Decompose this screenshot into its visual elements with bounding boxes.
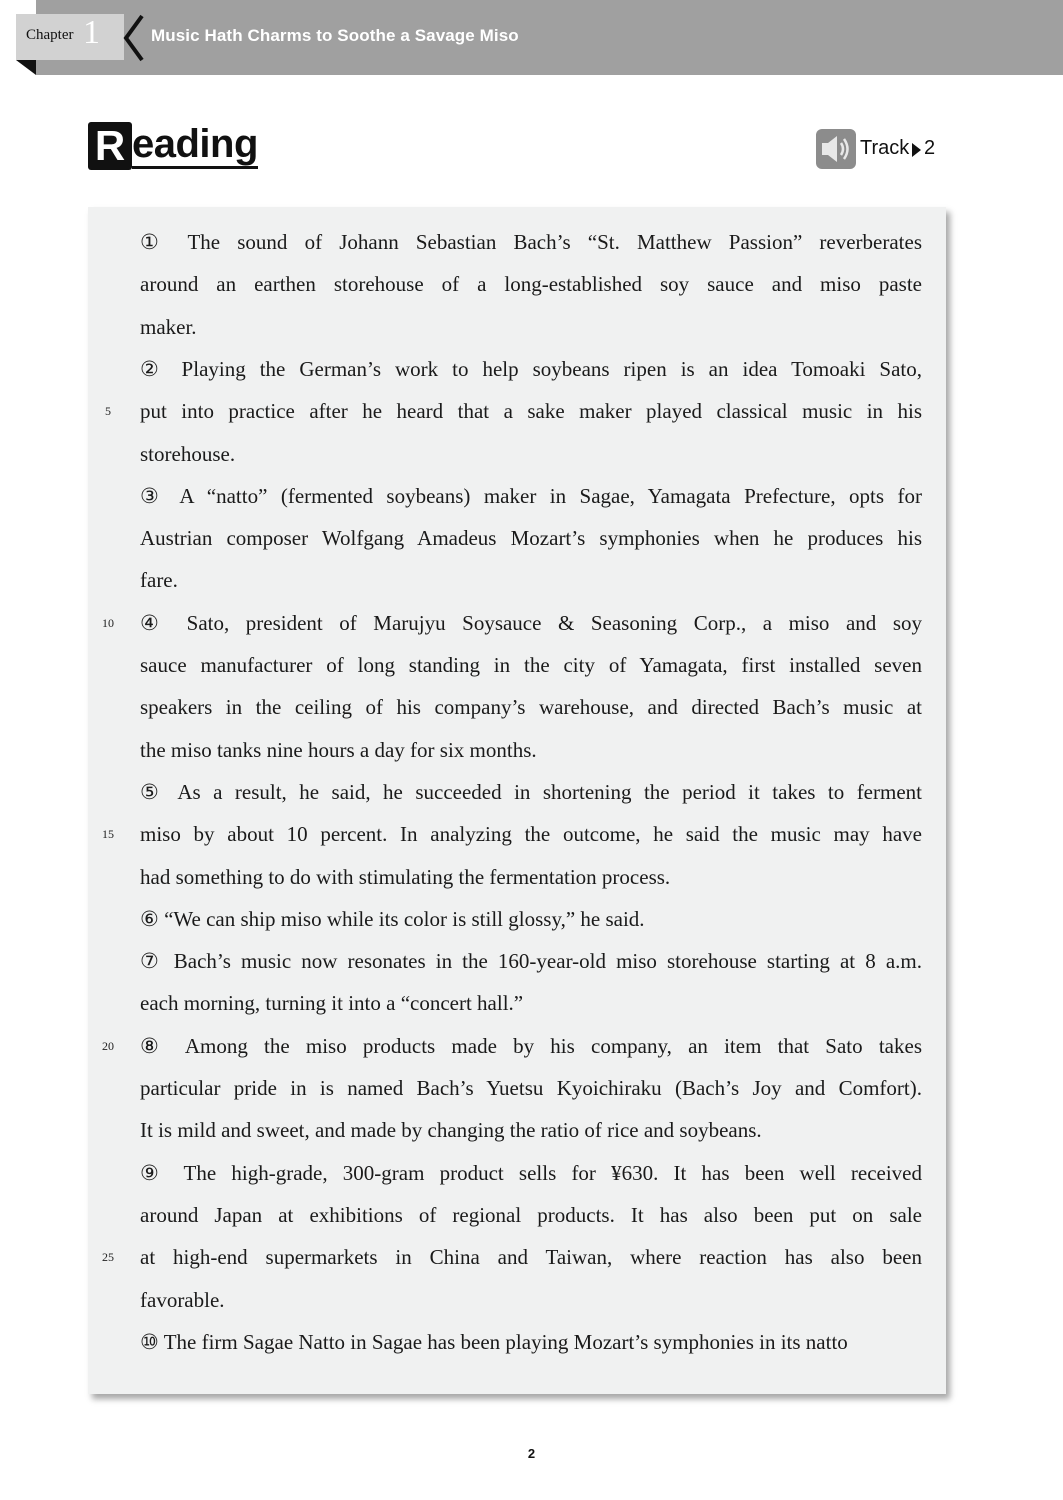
speaker-icon[interactable] — [816, 129, 856, 169]
line-number: 5 — [105, 404, 111, 419]
passage-line: at high-end supermarkets in China and Taiwan, where reaction has also been — [140, 1245, 922, 1270]
passage-line: ③ A “natto” (fermented soybeans) maker in Sagae, Yamagata Prefecture, opts for — [140, 483, 922, 508]
passage-line: had something to do with stimulating the fermentation process. — [140, 864, 671, 889]
passage-line: ⑥ “We can ship miso while its color is still glossy,” he said. — [140, 906, 645, 931]
chapter-title: Music Hath Charms to Soothe a Savage Miso — [151, 26, 519, 45]
passage-line: each morning, turning it into a “concert hall.” — [140, 991, 524, 1016]
passage-line: around an earthen storehouse of a long-established soy sauce and miso paste — [140, 272, 922, 297]
passage-line: ① The sound of Johann Sebastian Bach’s “St. Matthew Passion” reverberates — [140, 230, 922, 254]
line-number: 25 — [102, 1250, 114, 1265]
chevron-left-icon — [120, 12, 148, 64]
passage-line: ④ Sato, president of Marujyu Soysauce & Seasoning Corp., a miso and soy — [140, 610, 922, 635]
page-number: 2 — [527, 1446, 536, 1461]
passage-line: ② Playing the German’s work to help soybeans ripen is an idea Tomoaki Sato, — [140, 356, 922, 381]
chapter-number: 1 — [83, 14, 100, 51]
line-number: 20 — [102, 1038, 114, 1053]
passage-line: ⑦ Bach’s music now resonates in the 160-year-old miso storehouse starting at 8 a.m. — [140, 949, 922, 974]
passage-line: particular pride in is named Bach’s Yuetsu Kyoichiraku (Bach’s Joy and Comfort). — [140, 1076, 922, 1100]
line-number: 10 — [102, 615, 114, 630]
passage-line: ⑩ The firm Sagae Natto in Sagae has been playing Mozart’s symphonies in its natto — [140, 1329, 848, 1354]
play-arrow-icon — [912, 143, 921, 157]
passage-line: maker. — [140, 314, 197, 339]
passage-line: speakers in the ceiling of his company’s warehouse, and directed Bach’s music at — [140, 695, 922, 720]
passage-line: ⑨ The high-grade, 300-gram product sells for ¥630. It has been well received — [140, 1160, 922, 1185]
passage-line: put into practice after he heard that a sake maker played classical music in his — [140, 399, 922, 424]
reading-passage-panel — [88, 207, 946, 1394]
chapter-tab-shadow — [16, 60, 36, 75]
chapter-label: Chapter — [26, 27, 74, 43]
passage-line: around Japan at exhibitions of regional products. It has also been put on sale — [140, 1202, 922, 1227]
passage-line: ⑧ Among the miso products made by his company, an item that Sato takes — [140, 1033, 922, 1058]
passage-line: favorable. — [140, 1287, 225, 1312]
heading-initial: R — [88, 122, 132, 170]
heading-text: eading — [132, 122, 258, 169]
passage-line: miso by about 10 percent. In analyzing the outcome, he said the music may have — [140, 822, 922, 847]
track-label: Track — [860, 137, 910, 159]
passage-line: the miso tanks nine hours a day for six months. — [140, 737, 537, 762]
passage-line: ⑤ As a result, he said, he succeeded in shortening the period it takes to ferment — [140, 779, 922, 804]
line-number: 15 — [102, 827, 114, 842]
passage-line: sauce manufacturer of long standing in the city of Yamagata, first installed seven — [140, 653, 922, 677]
passage-line: It is mild and sweet, and made by changing the ratio of rice and soybeans. — [140, 1118, 762, 1143]
passage-line: Austrian composer Wolfgang Amadeus Mozart’s symphonies when he produces his — [140, 526, 922, 551]
track-number: 2 — [924, 137, 936, 159]
passage-line: storehouse. — [140, 441, 236, 466]
passage-line: fare. — [140, 568, 178, 593]
section-heading — [88, 122, 258, 172]
